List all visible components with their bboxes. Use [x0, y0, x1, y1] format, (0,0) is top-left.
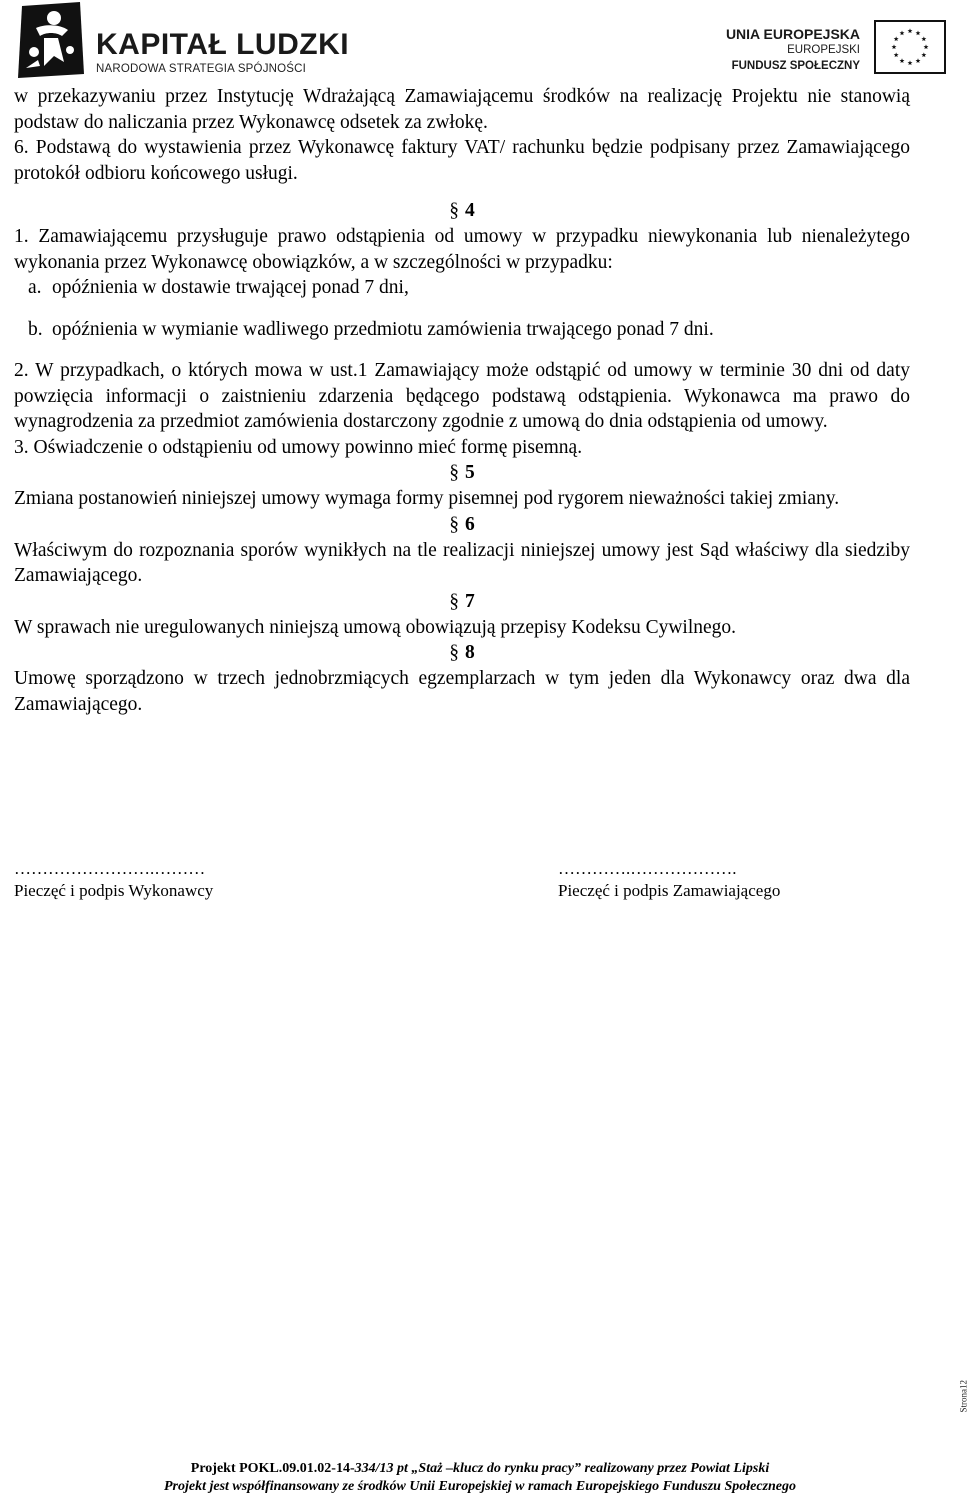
list-item-b: [14, 317, 910, 343]
section-7-heading: [14, 589, 910, 615]
footer-line-1: [0, 1460, 960, 1478]
eu-line3: FUNDUSZ SPOŁECZNY: [731, 60, 860, 72]
list-marker: b.: [28, 318, 43, 340]
signature-line: ………….……………….: [558, 859, 737, 878]
section-number: 6: [465, 513, 475, 535]
signature-label: Pieczęć i podpis Wykonawcy: [14, 881, 214, 900]
kapital-ludzki-title: KAPITAŁ LUDZKI: [96, 28, 350, 61]
kapital-ludzki-emblem-icon: [14, 0, 88, 80]
list-text: opóźnienia w wymianie wadliwego przedmiotu zamówienia trwającego ponad 7 dni.: [52, 318, 714, 340]
footer-line-2: Projekt jest współfinansowany ze środków Unii Europejskiej w ramach Europejskiego Funduszu Społecznego: [163, 1479, 797, 1494]
section-5-text: Zmiana postanowień niniejszej umowy wymaga formy pisemnej pod rygorem nieważności takiej zmiany.: [14, 488, 840, 509]
section-5-heading: [14, 460, 910, 486]
eu-logo-text: [726, 26, 860, 74]
section-number: 7: [465, 590, 475, 612]
paragraph-continuation: w przekazywaniu przez Instytucję Wdrażającą Zamawiającemu środków na realizację Projektu nie stanowią podstaw do naliczania przez Wykonawcę odsetek za zwłokę.: [14, 86, 910, 133]
section-4-point-2: 2. W przypadkach, o których mowa w ust.1 Zamawiający może odstąpić od umowy w terminie 30 dni od daty powzięcia informacji o zaistnieniu zdarzenia będącego podstawą odstąpienia. Wykonawca ma prawo do wynagrodzenia za przedmiot zamówienia dostarczony zgodnie z umową do dnia odstąpienia od umowy.: [14, 360, 910, 432]
section-4-point-3: 3. Oświadczenie o odstąpieniu od umowy powinno mieć formę pisemną.: [14, 436, 583, 458]
paragraph-6: 6. Podstawą do wystawienia przez Wykonawcę faktury VAT/ rachunku będzie podpisany przez Zamawiającego protokół odbioru końcowego usługi.: [14, 137, 910, 184]
section-number: 8: [465, 642, 475, 663]
section-symbol: §: [449, 200, 459, 221]
section-number: 5: [465, 462, 475, 483]
list-marker: a.: [28, 277, 42, 298]
signature-label: Pieczęć i podpis Zamawiającego: [558, 881, 781, 900]
eu-efs-logo: [646, 12, 946, 84]
kapital-ludzki-logo: [14, 0, 350, 86]
list-text: opóźnienia w dostawie trwającej ponad 7 dni,: [52, 277, 409, 298]
signature-contractor: [14, 858, 213, 902]
kapital-ludzki-subtitle: NARODOWA STRATEGIA SPÓJNOŚCI: [96, 63, 307, 75]
section-6-text: Właściwym do rozpoznania sporów wynikłych na tle realizacji niniejszej umowy jest Sąd właściwy dla siedziby Zamawiającego.: [14, 539, 910, 586]
section-6-heading: [14, 512, 910, 538]
signature-line: …………………….………: [14, 859, 206, 878]
section-8-heading: [14, 640, 910, 666]
eu-line1: UNIA EUROPEJSKA: [725, 26, 860, 42]
section-symbol: §: [449, 590, 459, 612]
footer-project-code: Projekt POKL.09.01.02-14-: [190, 1461, 355, 1476]
section-symbol: §: [449, 642, 459, 663]
section-symbol: §: [449, 513, 459, 535]
list-item-a: [14, 275, 910, 301]
section-4-heading: [14, 198, 910, 224]
section-4-point-1: 1. Zamawiającemu przysługuje prawo odstąpienia od umowy w przypadku niewykonania lub nienależytego wykonania przez Wykonawcę obowiązków, a w szczególności w przypadku:: [14, 226, 910, 273]
footer-project-title: 334/13 pt „Staż –klucz do rynku pracy” realizowany przez Powiat Lipski: [354, 1461, 770, 1476]
section-symbol: §: [449, 462, 459, 483]
section-number: 4: [465, 200, 475, 221]
signature-ordering-party: [558, 858, 780, 902]
section-7-text: W sprawach nie uregulowanych niniejszą umową obowiązują przepisy Kodeksu Cywilnego.: [14, 616, 737, 638]
page-number: Strona12: [958, 1380, 968, 1413]
eu-flag-icon: [874, 20, 946, 74]
page-footer: [0, 1460, 960, 1496]
eu-line2: EUROPEJSKI: [787, 44, 860, 56]
section-8-text: Umowę sporządzono w trzech jednobrzmiących egzemplarzach w tym jeden dla Wykonawcy oraz dwa dla Zamawiającego.: [14, 668, 910, 715]
document-body: [14, 84, 910, 717]
